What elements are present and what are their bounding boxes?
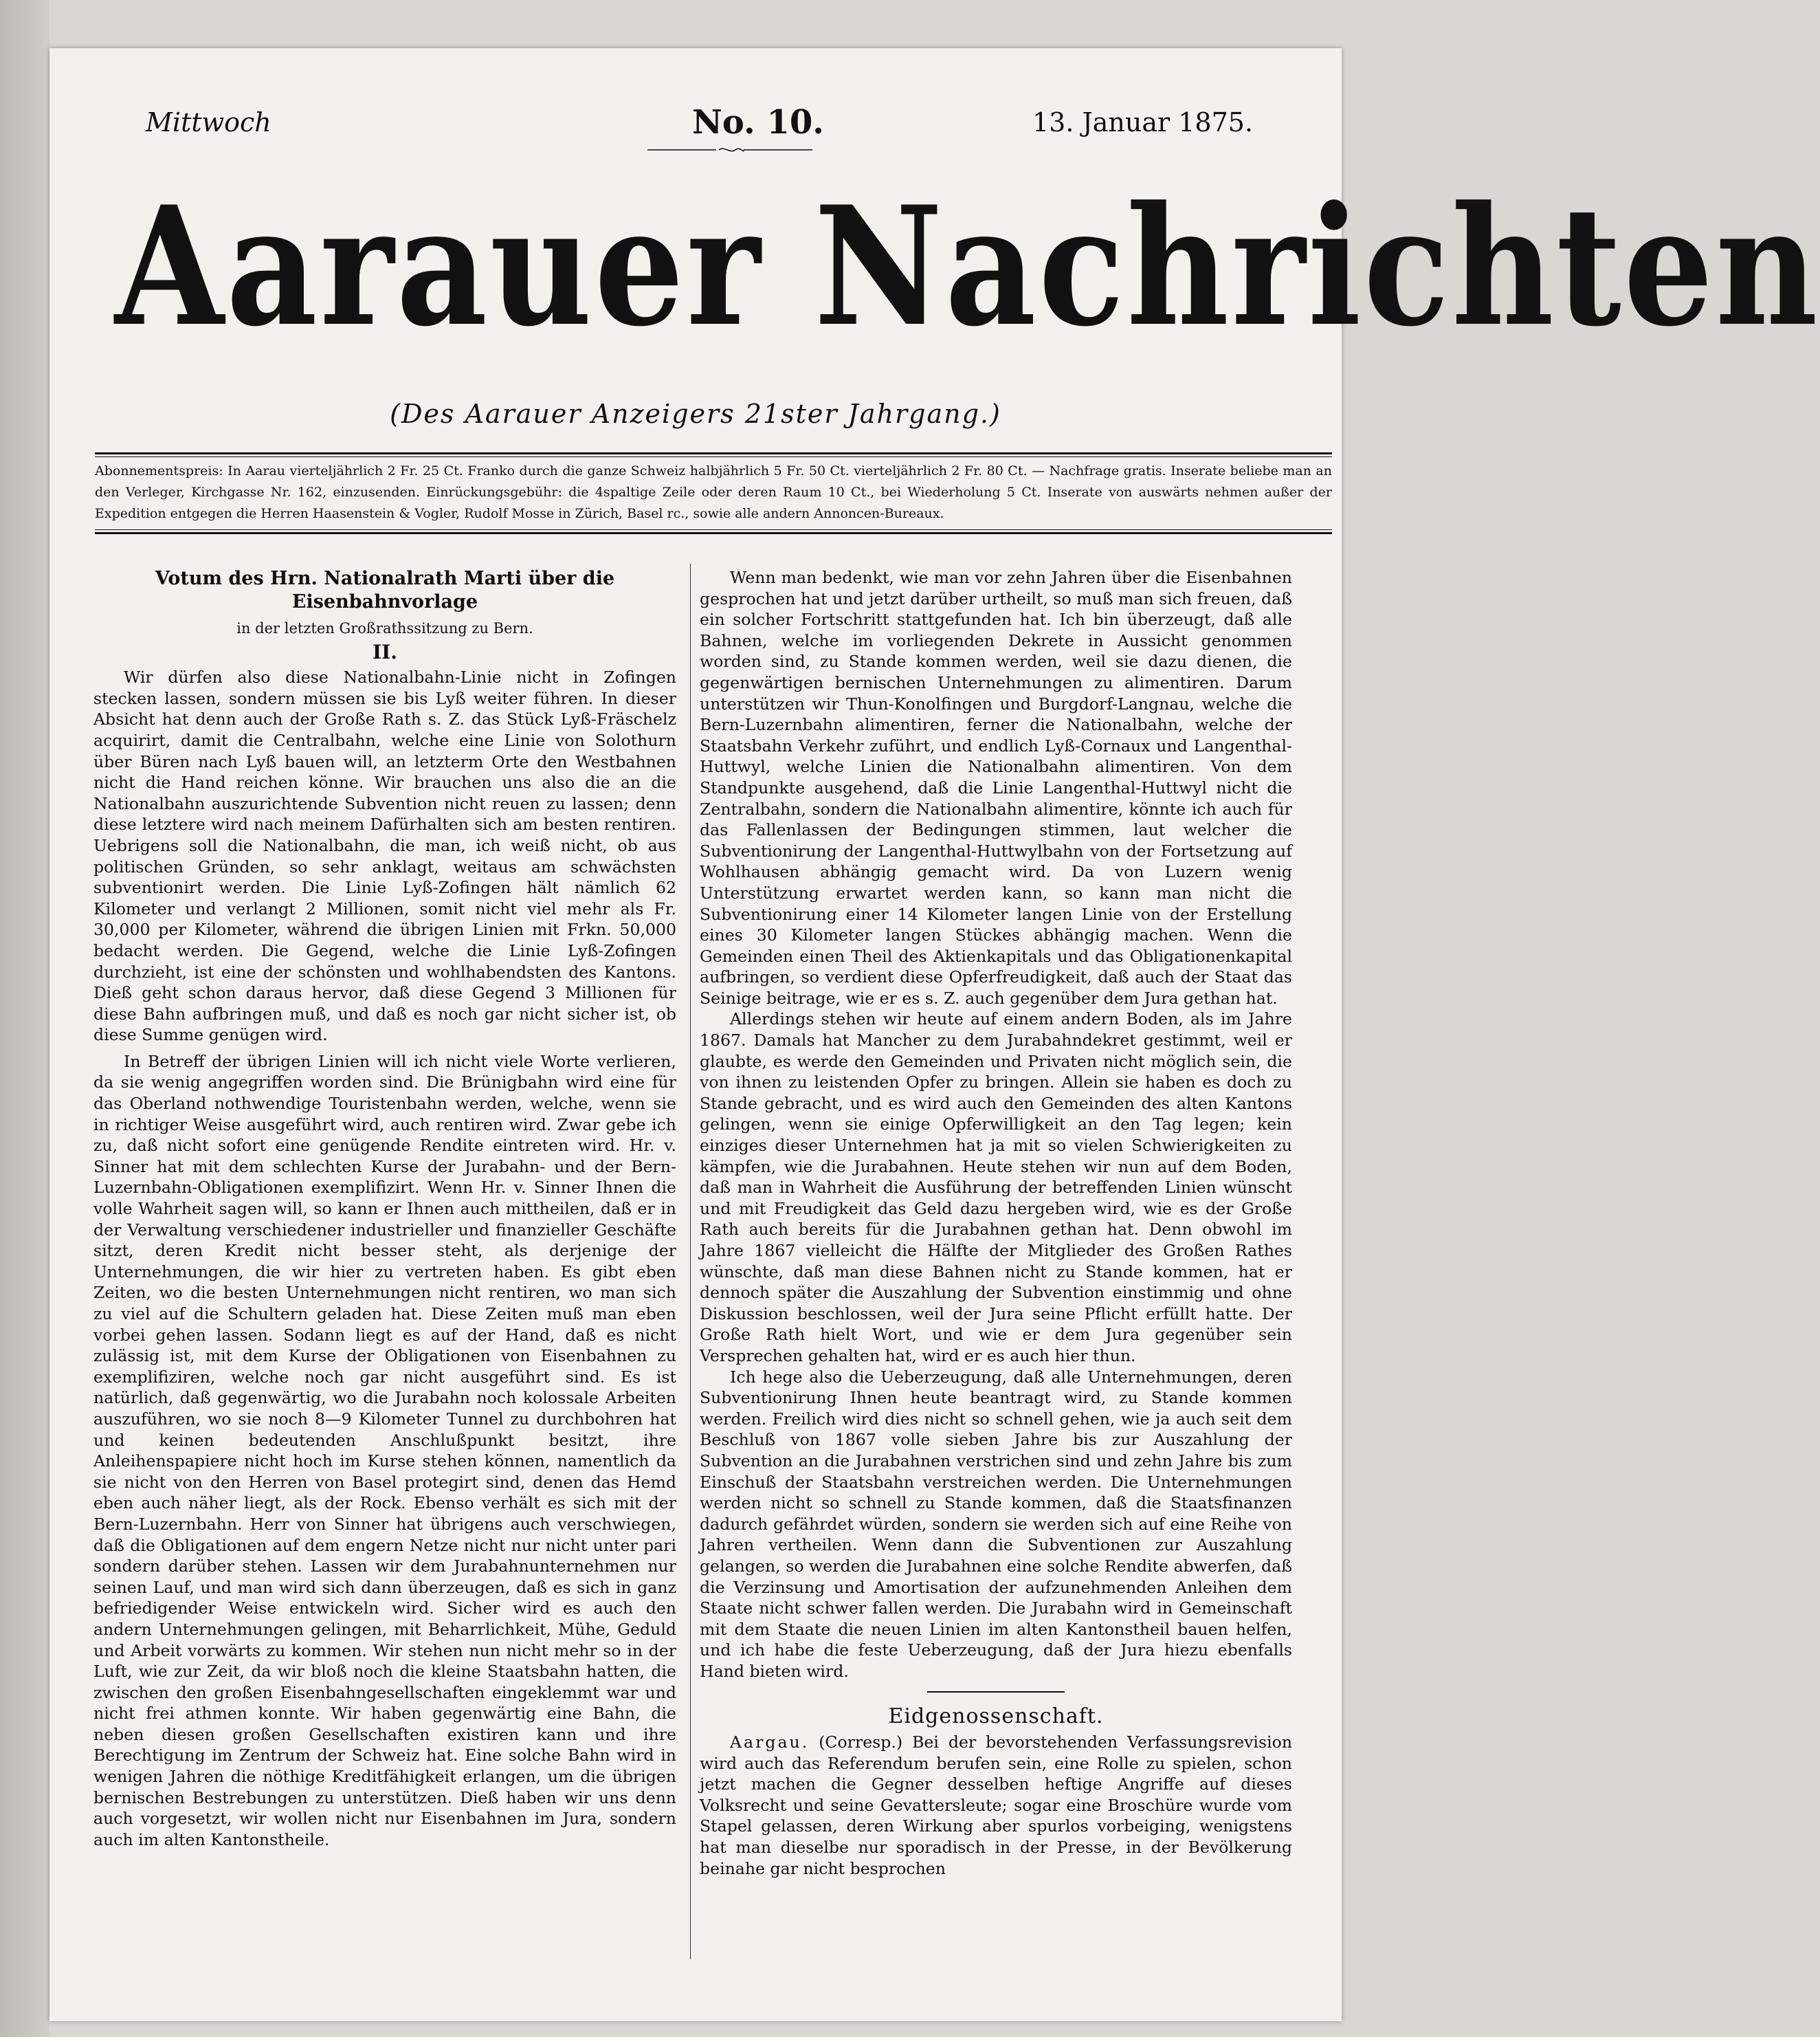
article-paragraph: Ich hege also die Ueberzeugung, daß alle Unternehmungen, deren Subventionirung Ihnen heute beantragt wird, zu Stande kommen werden. Freilich wird dies nicht so schnell gehen, wie ja auch seit dem Beschluß von 1867 volle sieben Jahre bis zur Auszahlung der Subvention an die Jurabahnen verstrichen sind und zehn Jahre bis zum Einschuß der Staatsbahn verstreichen werden. Die Unternehmungen werden nicht so schnell zu Stande kommen, daß die Staatsfinanzen dadurch gefährdet würden, sondern sie werden sich auf eine Reihe von Jahren vertheilen. Wenn dann die Subventionen zur Auszahlung gelangen, so werden die Jurabahnen eine solche Rendite abwerfen, daß die Verzinsung und Amortisation der aufzunehmenden Anleihen dem Staate nicht schwer fallen werden. Die Jurabahn wird in Gemeinschaft mit dem Staate die neuen Linien im alten Kantonstheil bauen helfen, und ich habe die feste Ueberzeugung, daß der Jura hiezu ebenfalls Hand bieten wird. bbox=[700, 1367, 1292, 1681]
subscription-note: Abonnementspreis: In Aarau vierteljährlich 2 Fr. 25 Ct. Franko durch die ganze Schweiz halbjährlich 5 Fr. 50 Ct. vierteljährlich 2 Fr. 80 Ct. — Nachfrage gratis. Inserate beliebe man an den Verleger, Kirchgasse Nr. 162, einzusenden. Einrückungsgebühr: die 4spaltige Zeile oder deren Raum 10 Ct., bei Wiederholung 5 Ct. Inserate von auswärts nehmen außer der Expedition entgegen die Herren Haasenstein & Vogler, Rudolf Mosse in Zürich, Basel rc., sowie alle andern Annoncen-Bureaux. bbox=[95, 463, 1332, 521]
newspaper-title: Aarauer Nachrichten bbox=[115, 171, 1820, 363]
right-column bbox=[700, 567, 1292, 1879]
section-divider bbox=[927, 1691, 1065, 1693]
left-column bbox=[93, 567, 676, 1850]
bottom-rule bbox=[95, 532, 1332, 534]
section-title: Eidgenossenschaft. bbox=[888, 1704, 1104, 1729]
section-text: Bei der bevorstehenden Verfassungsrevision wird auch das Referendum berufen sein, eine Rolle zu spielen, schon jetzt machen die Gegner desselben heftige Angriffe auf dieses Volksrecht und seine Gevattersleute; sogar eine Broschüre wurde vom Stapel gelassen, deren Wirkung aber spurlos vorbeiging, wenigstens hat man dieselbe nur sporadisch in der Presse, in der Bevölkerung beinahe gar nicht besprochen bbox=[700, 1732, 1293, 1878]
article-paragraph: Allerdings stehen wir heute auf einem andern Boden, als im Jahre 1867. Damals hat Mancher zu dem Jurabahndekret gestimmt, weil er glaubte, es werde den Gemeinden und Privaten nicht möglich sein, die von ihnen zu leistenden Opfer zu bringen. Allein sie haben es doch zu Stande gebracht, und es wird auch den Gemeinden des alten Kantons gelingen, wenn sie einige Opferwilligkeit an den Tag legen; kein einziges dieser Unternehmen hat ja mit so vielen Schwierigkeiten zu kämpfen, wie die Jurabahnen. Heute stehen wir nun auf dem Boden, daß man in Wahrheit die Ausführung der betreffenden Linien wünscht und mit Freudigkeit das Geld dazu hergeben wird, wie es der Große Rath auch bereits für die Jurabahnen gethan hat. Denn obwohl im Jahre 1867 vielleicht die Hälfte der Mitglieder des Großen Rathes wünschte, daß man diese Bahnen nicht zu Stande kommen, hat er dennoch später die Auszahlung der Subvention einstimmig und ohne Diskussion beschlossen, weil der Jura seine Pflicht erfüllt hatte. Der Große Rath hielt Wort, und wie er dem Jura gegenüber sein Versprechen gehalten hat, wird er es auch hier thun. bbox=[700, 1009, 1292, 1365]
article-paragraph: In Betreff der übrigen Linien will ich nicht viele Worte verlieren, da sie wenig angegriffen worden sind. Die Brünigbahn wird eine für das Oberland nothwendige Touristenbahn werden, welche, wenn sie in richtiger Weise ausgeführt wird, auch rentiren wird. Zwar gebe ich zu, daß nicht sofort eine genügende Rendite eintreten wird. Hr. v. Sinner hat mit dem schlechten Kurse der Jurabahn- und der Bern-Luzernbahn-Obligationen exemplifizirt. Wenn Hr. v. Sinner Ihnen die volle Wahrheit sagen will, so kann er Ihnen auch mittheilen, daß er in der Verwaltung verschiedener industrieller und finanzieller Geschäfte sitzt, deren Kredit nicht besser steht, als derjenige der Unternehmungen, die wir hier zu vertreten haben. Es gibt eben Zeiten, wo die besten Unternehmungen nicht rentiren, wo man sich zu viel auf die Schultern geladen hat. Diese Zeiten muß man eben vorbei gehen lassen. Sodann liegt es auf der Hand, daß es nicht zulässig ist, mit dem Kurse der Obligationen von Eisenbahnen zu exemplifiziren, welche noch gar nicht ausgeführt sind. Es ist natürlich, daß gegenwärtig, wo die Jurabahn noch kolossale Arbeiten auszuführen, wo sie noch 8—9 Kilometer Tunnel zu durchbohren hat und keinen bedeutenden Anschlußpunkt besitzt, ihre Anleihenspapiere nicht hoch im Kurse stehen können, namentlich da sie nicht von den Herren von Basel protegirt sind, denen das Hemd eben auch näher liegt, als der Rock. Ebenso verhält es sich mit der Bern-Luzernbahn. Herr von Sinner hat übrigens auch verschwiegen, daß die Obligationen auf dem engern Netze nicht nur nicht unter pari sondern darüber stehen. Lassen wir dem Jurabahnunternehmen nur seinen Lauf, und man wird sich dann überzeugen, daß es sich in ganz befriedigender Weise entwickeln wird. Sicher wird es auch den andern Unternehmungen gelingen, mit Beharrlichkeit, Mühe, Geduld und Arbeit vorwärts zu kommen. Wir stehen nun nicht mehr so in der Luft, wie zur Zeit, da wir bloß noch die kleine Staatsbahn hatten, die zwischen den großen Eisenbahngesellschaften eingeklemmt war und nicht frei athmen konnte. Wir haben gegenwärtig eine Bahn, die neben diesen großen Gesellschaften existiren kann und ihre Berechtigung im Zentrum der Schweiz hat. Eine solche Bahn wird in wenigen Jahren die nöthige Kreditfähigkeit erlangen, um die übrigen bernischen Bestrebungen zu unterstützen. Dieß haben wir uns denn auch vorgesetzt, wir wollen nicht nur Eisenbahnen im Jura, sondern auch im alten Kantonstheile. bbox=[93, 1051, 676, 1849]
top-rule-thin bbox=[95, 456, 1332, 457]
bottom-rule-thin bbox=[95, 529, 1332, 530]
section-paragraph bbox=[700, 1732, 1292, 1879]
page-edge bbox=[0, 0, 49, 2037]
dateline: Aargau. bbox=[730, 1732, 810, 1752]
top-rule bbox=[95, 452, 1332, 454]
column-divider bbox=[690, 564, 691, 1959]
weekday: Mittwoch bbox=[146, 107, 271, 137]
issue-date: 13. Januar 1875. bbox=[1032, 107, 1254, 137]
article-paragraph: Wir dürfen also diese Nationalbahn-Linie nicht in Zofingen stecken lassen, sondern müssen sie bis Lyß weiter führen. In dieser Absicht hat denn auch der Große Rath s. Z. das Stück Lyß-Fräschelz acquirirt, damit die Centralbahn, welche eine Linie von Solothurn über Büren nach Lyß bauen will, an letzterm Orte den Westbahnen nicht die Hand reichen könne. Wir brauchen uns also die an die Nationalbahn auszurichtende Subvention nicht reuen zu lassen; denn diese letztere wird nach meinem Dafürhalten sich am besten rentiren. Uebrigens soll die Nationalbahn, die man, ich weiß nicht, ob aus politischen Gründen, so sehr anklagt, weitaus am schwächsten subventionirt werden. Die Linie Lyß-Zofingen hält nämlich 62 Kilometer und verlangt 2 Millionen, somit nicht viel mehr als Fr. 30,000 per Kilometer, während die übrigen Linien mit Frkn. 50,000 bedacht werden. Die Gegend, welche die Linie Lyß-Zofingen durchzieht, ist eine der schönsten und wohlhabendsten des Kantons. Dieß geht schon daraus hervor, daß diese Gegend 3 Millionen für diese Bahn aufbringen muß, und daß es noch gar nicht sicher ist, ob diese Summe genügen wird. bbox=[93, 668, 676, 1045]
article-subtitle: in der letzten Großrathssitzung zu Bern. bbox=[236, 620, 533, 637]
newspaper-subtitle: (Des Aarauer Anzeigers 21ster Jahrgang.) bbox=[390, 399, 1001, 429]
article-paragraph: Wenn man bedenkt, wie man vor zehn Jahren über die Eisenbahnen gesprochen hat und jetzt darüber urtheilt, so muß man sich freuen, daß ein solcher Fortschritt stattgefunden hat. Ich bin überzeugt, daß alle Bahnen, welche im vorliegenden Dekrete in Aussicht genommen worden sind, zu Stande kommen werden, weil sie dazu dienen, die gegenwärtigen bernischen Unternehmungen zu alimentiren. Darum unterstützen wir Thun-Konolfingen und Burgdorf-Langnau, welche die Bern-Luzernbahn alimentiren, ferner die Nationalbahn, welche der Staatsbahn Verkehr zuführt, und endlich Lyß-Cornaux und Langenthal-Huttwyl, welche Linien die Nationalbahn alimentiren. Von dem Standpunkte ausgehend, daß die Linie Langenthal-Huttwyl nicht die Zentralbahn, sondern die Nationalbahn alimentire, könnte ich auch für das Fallenlassen der Bedingungen stimmen, laut welcher die Subventionirung der Langenthal-Huttwylbahn von der Fortsetzung auf Wohlhausen abhängig gemacht wird. Da von Luzern wenig Unterstützung erwartet werden kann, so kann man nicht die Subventionirung einer 14 Kilometer langen Linie von der Erstellung eines 30 Kilometer langen Stückes abhängig machen. Wenn die Gemeinden einen Theil des Aktienkapitals und das Obligationenkapital aufbringen, so verdient diese Opferfreudigkeit, daß auch der Staat das Seinige beitrage, wie er es s. Z. auch gegenüber dem Jura gethan hat. bbox=[700, 568, 1293, 1008]
issue-number: No. 10. bbox=[692, 103, 824, 142]
newspaper-page bbox=[49, 48, 1820, 2021]
article-title: Votum des Hrn. Nationalrath Marti über die Eisenbahnvorlage bbox=[155, 568, 615, 613]
source-note: (Corresp.) bbox=[819, 1732, 903, 1752]
ornament-icon bbox=[647, 146, 812, 154]
article-part: II. bbox=[373, 640, 397, 663]
